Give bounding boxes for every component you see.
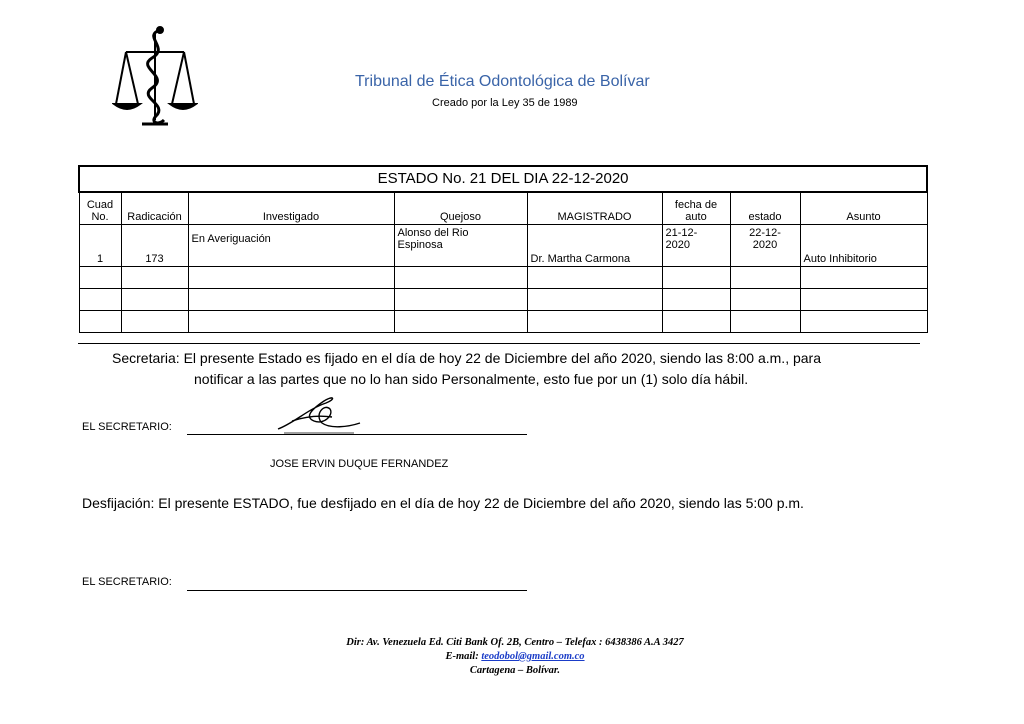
footer-email-link[interactable]: teodobol@gmail.com.co bbox=[481, 651, 585, 662]
col-radicacion: Radicación bbox=[121, 192, 188, 225]
cell-magistrado: Dr. Martha Carmona bbox=[527, 225, 662, 267]
secretaria-line-1: Secretaria: El presente Estado es fijado en el día de hoy 22 de Diciembre del año 2020, siendo las 8:00 a.m., para bbox=[112, 350, 821, 366]
tribunal-title: Tribunal de Ética Odontológica de Bolívar bbox=[355, 73, 650, 90]
tribunal-subtitle: Creado por la Ley 35 de 1989 bbox=[432, 97, 578, 109]
cell-fecha-auto: 21-12- 2020 bbox=[662, 225, 730, 267]
table-row bbox=[79, 267, 927, 289]
col-estado: estado bbox=[730, 192, 800, 225]
col-asunto: Asunto bbox=[800, 192, 927, 225]
table-row bbox=[79, 225, 927, 267]
cell-cuad: 1 bbox=[79, 225, 121, 267]
col-cuad: Cuad No. bbox=[79, 192, 121, 225]
separator-line bbox=[78, 343, 920, 344]
secretaria-line-2: notificar a las partes que no lo han sido Personalmente, esto fue por un (1) solo día hábil. bbox=[194, 371, 749, 387]
secretary-name: JOSE ERVIN DUQUE FERNANDEZ bbox=[270, 458, 449, 470]
table-row bbox=[79, 289, 927, 311]
footer-email-line: E-mail: teodobol@gmail.com.co bbox=[445, 651, 585, 662]
footer bbox=[200, 636, 830, 678]
column-headers bbox=[79, 192, 927, 225]
scales-of-justice-logo bbox=[112, 24, 198, 128]
secretary-label-2: EL SECRETARIO: bbox=[82, 576, 172, 588]
cell-asunto: Auto Inhibitorio bbox=[800, 225, 927, 267]
cell-quejoso: Alonso del Rio Espinosa bbox=[394, 225, 527, 267]
cell-investigado: En Averiguación bbox=[188, 225, 394, 267]
footer-city: Cartagena – Bolívar. bbox=[469, 665, 561, 676]
col-fecha-auto: fecha de auto bbox=[662, 192, 730, 225]
table-row bbox=[79, 311, 927, 333]
cell-radicacion: 173 bbox=[121, 225, 188, 267]
secretaria-paragraph bbox=[112, 348, 902, 390]
estado-heading: ESTADO No. 21 DEL DIA 22-12-2020 bbox=[79, 166, 927, 192]
signature-scribble bbox=[274, 393, 364, 435]
col-investigado: Investigado bbox=[188, 192, 394, 225]
footer-address: Dir: Av. Venezuela Ed. Citi Bank Of. 2B, Centro – Telefax : 6438386 A.A 3427 bbox=[346, 637, 684, 648]
col-magistrado: MAGISTRADO bbox=[527, 192, 662, 225]
col-quejoso: Quejoso bbox=[394, 192, 527, 225]
cell-estado: 22-12- 2020 bbox=[730, 225, 800, 267]
signature-line-2 bbox=[187, 590, 527, 591]
desfijacion-paragraph: Desfijación: El presente ESTADO, fue desfijado en el día de hoy 22 de Diciembre del año 2020, siendo las 5:00 p.m. bbox=[82, 495, 804, 511]
estado-table bbox=[78, 165, 928, 333]
secretary-label-1: EL SECRETARIO: bbox=[82, 421, 172, 433]
